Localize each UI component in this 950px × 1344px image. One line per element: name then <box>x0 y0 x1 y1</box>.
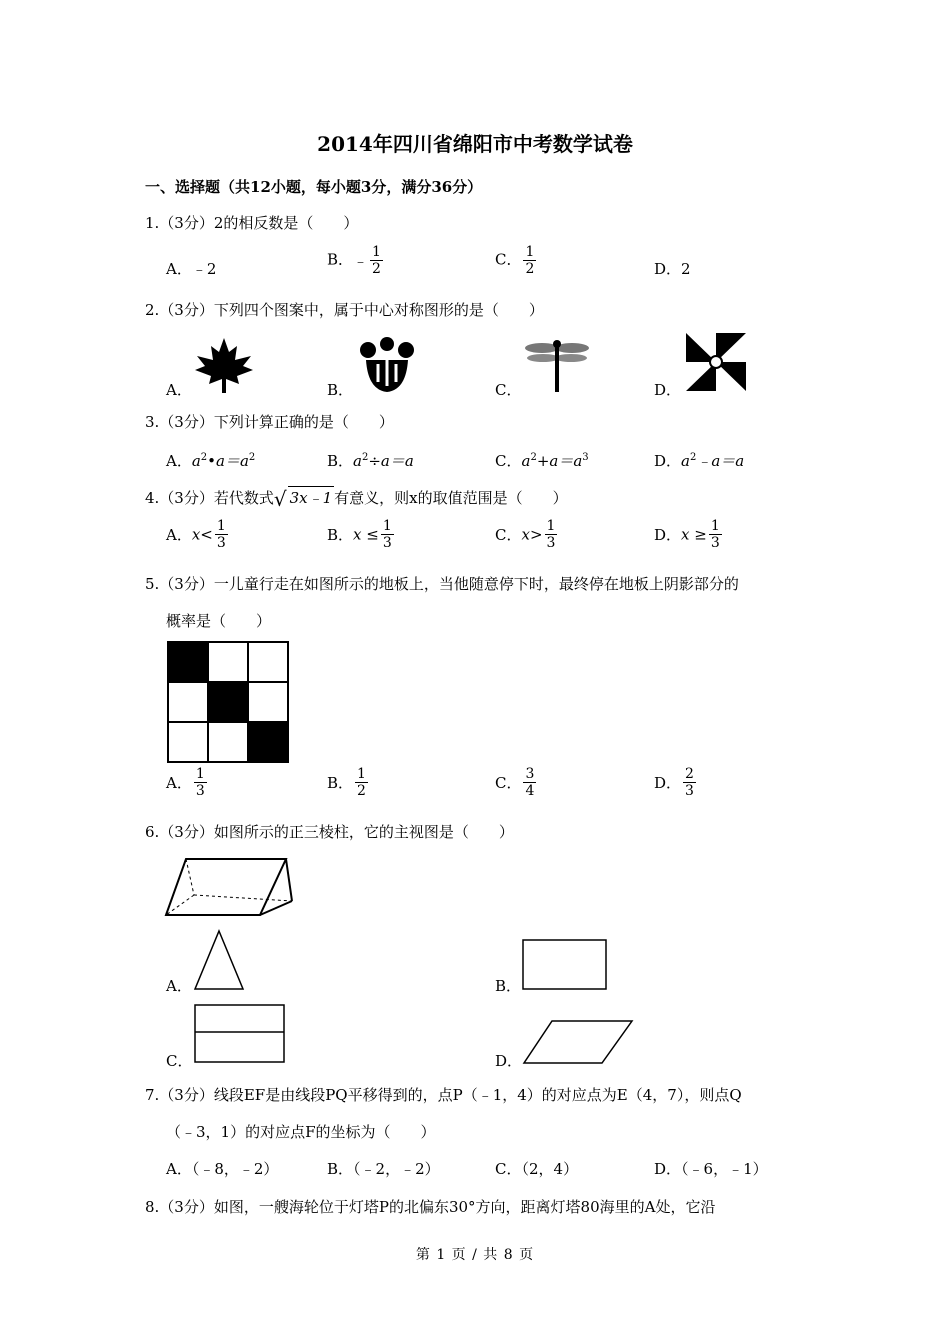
option-label: A． <box>166 526 192 544</box>
q6-option-c[interactable]: C． <box>166 1052 193 1070</box>
option-label: C． <box>495 526 522 544</box>
q3-option-d[interactable] <box>654 450 744 471</box>
page-title: 2014年四川省绵阳市中考数学试卷 <box>317 132 633 156</box>
q1-option-b[interactable] <box>327 244 385 277</box>
option-label: A． <box>166 452 192 470</box>
relation: x ≥ <box>681 525 707 544</box>
option-label: D． <box>654 774 682 792</box>
term: a <box>681 452 690 470</box>
q3-option-b[interactable] <box>327 450 414 471</box>
term: a <box>521 452 531 470</box>
fraction: $\frac{1}{3}$ <box>710 518 720 551</box>
option-label: D． <box>654 452 682 470</box>
option-label: D． <box>654 526 682 544</box>
question-4-stem <box>145 486 568 511</box>
radicand: 3x﹣1 <box>288 486 335 508</box>
q1-option-d[interactable]: D．2 <box>654 260 691 278</box>
option-label: B． <box>327 250 354 269</box>
maple-leaf-icon <box>193 336 255 394</box>
fraction: $\frac{1}{3}$ <box>382 518 392 551</box>
fraction: $\frac{1}{2}$ <box>525 244 535 277</box>
pinwheel-icon <box>684 331 748 393</box>
q3-option-a[interactable] <box>166 450 255 471</box>
minus-sign: ﹣ <box>353 252 369 270</box>
q5-option-d[interactable] <box>654 766 698 799</box>
q5-option-c[interactable] <box>495 766 538 799</box>
fraction: $\frac{1}{3}$ <box>546 518 556 551</box>
q1-option-c[interactable] <box>495 244 538 277</box>
exponent: 2 <box>689 452 697 463</box>
q7-option-d[interactable]: D．（﹣6，﹣1） <box>654 1160 768 1178</box>
floor-grid-figure <box>166 640 290 764</box>
fraction: $\frac{1}{3}$ <box>216 518 226 551</box>
question-2-stem: 2.（3分）下列四个图案中，属于中心对称图形的是（ ） <box>145 301 544 319</box>
radical-sign: √ <box>273 487 287 511</box>
stem-text: 4.（3分）若代数式 <box>145 489 274 507</box>
shaded-tile <box>168 642 208 682</box>
question-3-stem: 3.（3分）下列计算正确的是（ ） <box>145 413 394 431</box>
fraction: $\frac{1}{2}$ <box>372 244 381 277</box>
shaded-tile <box>248 722 288 762</box>
q7-option-a[interactable]: A．（﹣8，﹣2） <box>166 1160 279 1178</box>
triangle-view-figure <box>193 929 245 991</box>
dragonfly-icon <box>523 336 591 394</box>
exponent: 2 <box>200 452 208 463</box>
q3-option-c[interactable] <box>495 450 589 471</box>
q4-option-b[interactable] <box>327 518 396 551</box>
q2-option-a[interactable]: A． <box>166 381 192 399</box>
relation: x ≤ <box>353 525 379 544</box>
page-footer: 第 1 页 / 共 8 页 <box>415 1247 535 1263</box>
stem-text: 有意义，则x的取值范围是（ ） <box>334 489 568 507</box>
exponent: 2 <box>530 452 537 463</box>
question-5-stem-line2: 概率是（ ） <box>166 612 272 630</box>
blank-tile <box>168 722 208 762</box>
section-heading: 一、选择题（共12小题，每小题3分，满分36分） <box>145 178 483 196</box>
blank-tile <box>208 722 248 762</box>
shaded-tile <box>208 682 248 722</box>
exponent: 3 <box>582 452 589 463</box>
option-label: B． <box>327 774 354 792</box>
term: +a＝a <box>536 452 583 470</box>
term: •a＝a <box>207 452 249 470</box>
question-7-stem-line1: 7.（3分）线段EF是由线段PQ平移得到的，点P（﹣1，4）的对应点为E（4，7），则点Q <box>145 1086 742 1104</box>
fraction: $\frac{3}{4}$ <box>525 766 535 799</box>
term: a <box>353 452 362 470</box>
option-label: C． <box>495 250 522 269</box>
q6-option-a[interactable]: A． <box>166 977 192 995</box>
q6-option-b[interactable]: B． <box>495 977 522 995</box>
q4-option-a[interactable] <box>166 518 230 551</box>
question-8-stem-line1: 8.（3分）如图，一艘海轮位于灯塔P的北偏东30°方向，距离灯塔80海里的A处，它沿 <box>145 1198 716 1216</box>
q7-option-b[interactable]: B．（﹣2，﹣2） <box>327 1160 440 1178</box>
term: ﹣a＝a <box>696 452 745 470</box>
term: a <box>191 452 201 470</box>
flower-emblem-icon <box>356 336 418 394</box>
term: ÷a＝a <box>368 452 414 470</box>
q4-option-d[interactable] <box>654 518 724 551</box>
question-6-stem: 6.（3分）如图所示的正三棱柱，它的主视图是（ ） <box>145 823 514 841</box>
parallelogram-view-figure <box>522 1019 634 1065</box>
q6-option-d[interactable]: D． <box>495 1052 523 1070</box>
fraction: $\frac{2}{3}$ <box>685 766 694 799</box>
option-label: C． <box>495 774 522 792</box>
relation: x> <box>521 525 543 544</box>
blank-tile <box>168 682 208 722</box>
option-label: C． <box>495 452 522 470</box>
q4-option-c[interactable] <box>495 518 559 551</box>
question-1-stem: 1.（3分）2的相反数是（ ） <box>145 214 359 232</box>
q2-option-b[interactable]: B． <box>327 381 354 399</box>
q1-option-a[interactable]: A．﹣2 <box>166 260 217 278</box>
question-5-stem-line1: 5.（3分）一儿童行走在如图所示的地板上，当他随意停下时，最终停在地板上阴影部分的 <box>145 575 739 593</box>
q5-option-a[interactable] <box>166 766 209 799</box>
option-label: B． <box>327 526 354 544</box>
triangular-prism-figure <box>164 855 294 919</box>
q2-option-c[interactable]: C． <box>495 381 522 399</box>
q2-option-d[interactable]: D． <box>654 381 682 399</box>
blank-tile <box>208 642 248 682</box>
rectangle-view-figure <box>522 939 608 991</box>
q7-option-c[interactable]: C．（2，4） <box>495 1160 579 1178</box>
option-label: B． <box>327 452 354 470</box>
fraction: $\frac{1}{3}$ <box>195 766 205 799</box>
relation: x< <box>191 525 213 544</box>
fraction: $\frac{1}{2}$ <box>357 766 366 799</box>
exponent: 2 <box>248 452 256 463</box>
q5-option-b[interactable] <box>327 766 370 799</box>
option-label: A． <box>166 774 192 792</box>
exponent: 2 <box>361 452 369 463</box>
split-rectangle-view-figure <box>194 1004 286 1064</box>
blank-tile <box>248 642 288 682</box>
question-7-stem-line2: （﹣3，1）的对应点F的坐标为（ ） <box>166 1123 436 1141</box>
blank-tile <box>248 682 288 722</box>
